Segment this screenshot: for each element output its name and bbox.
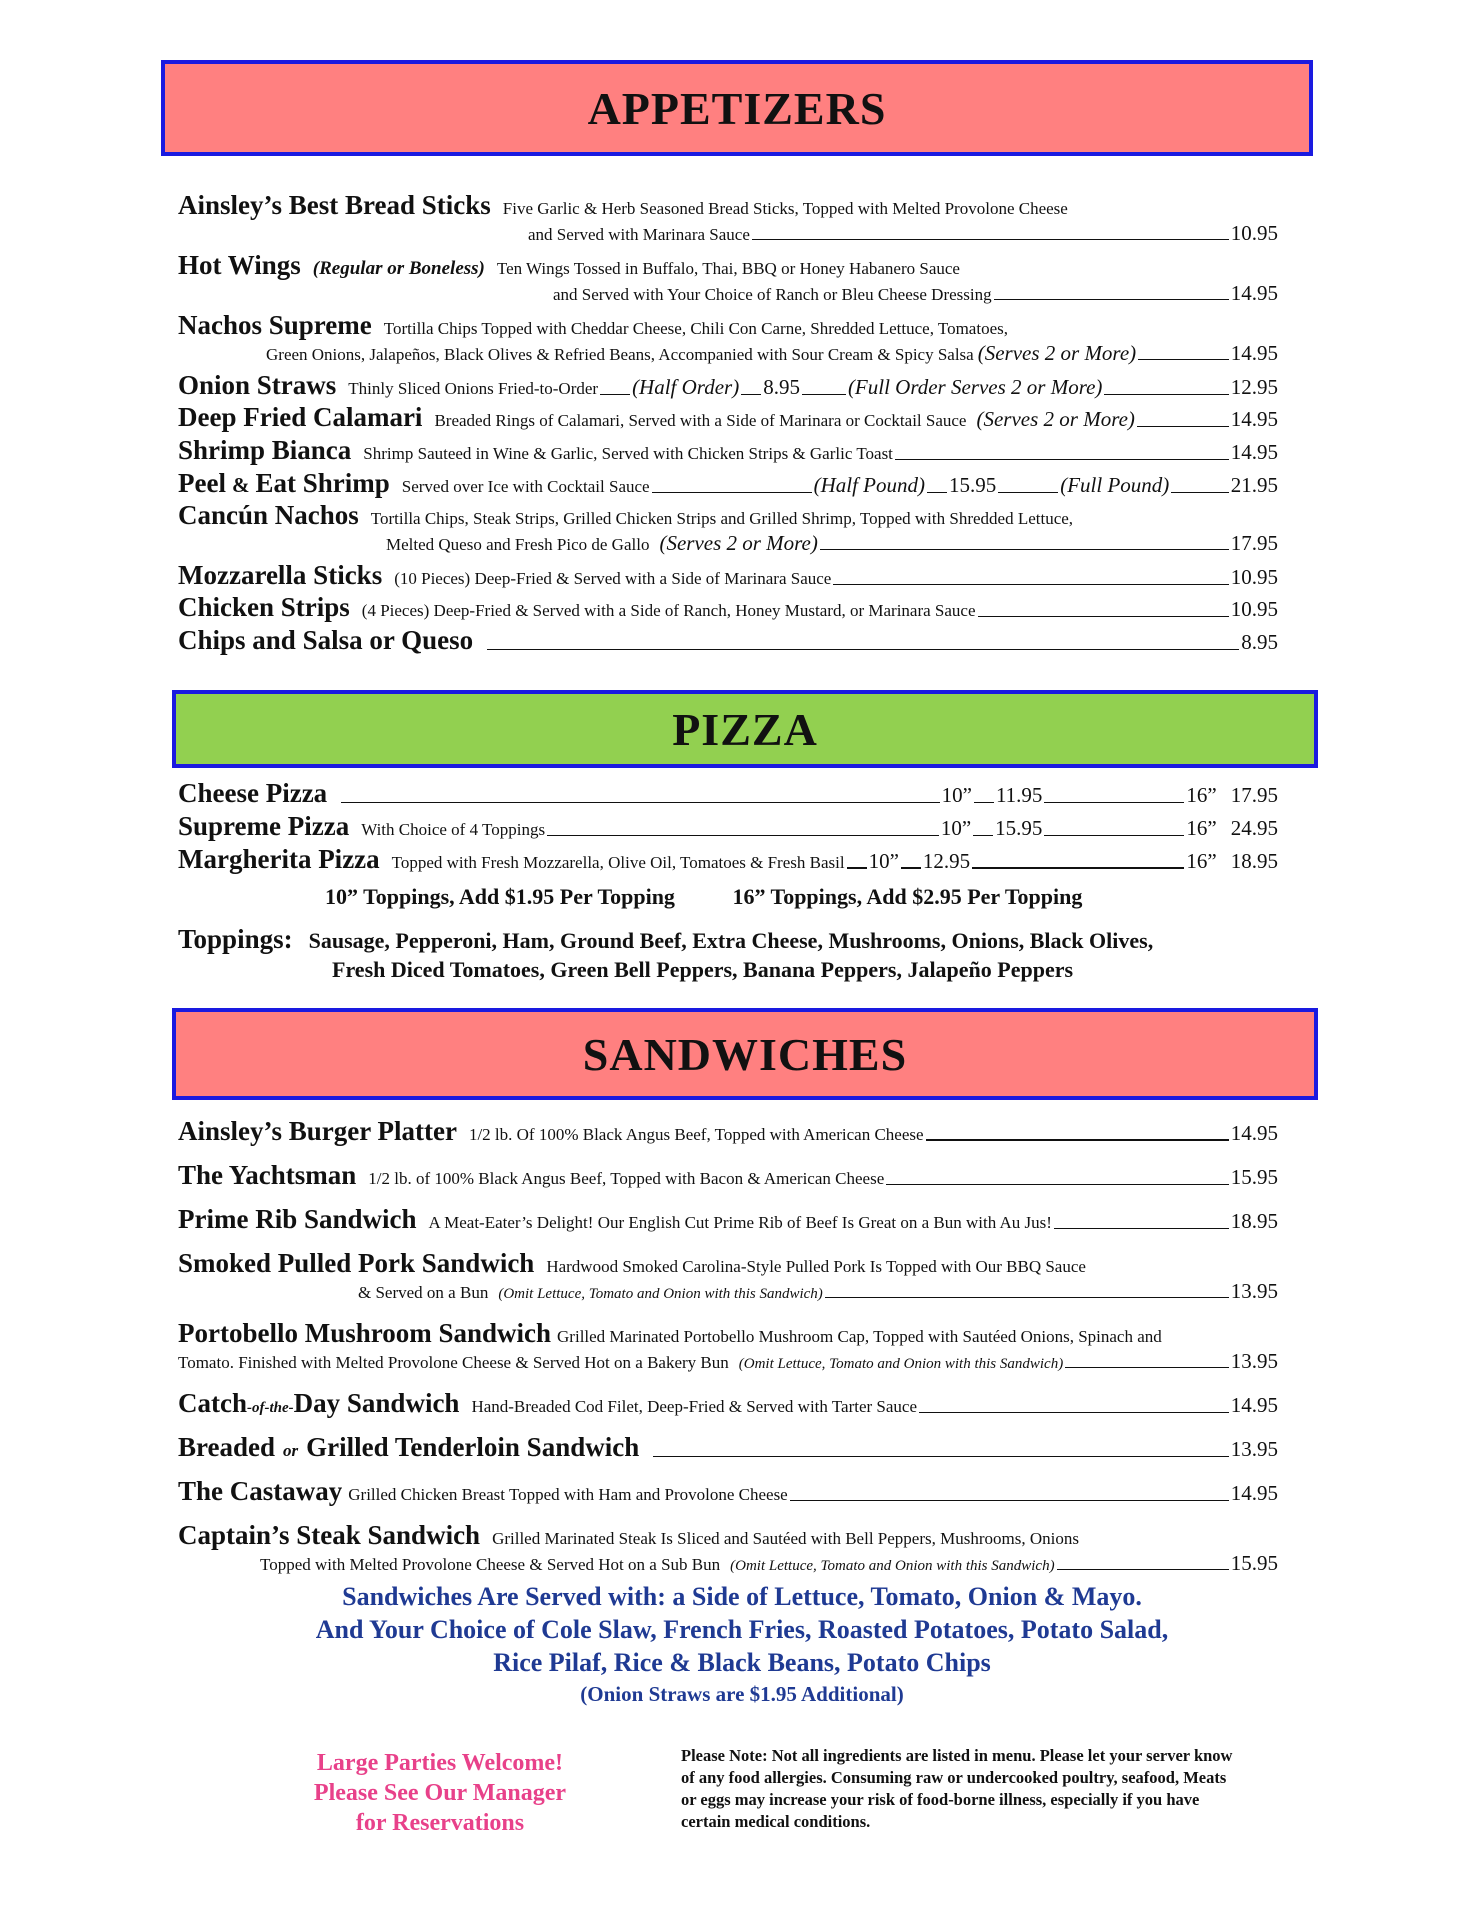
large-parties-line-3: for Reservations: [355, 1810, 525, 1836]
leader-line: [972, 866, 1184, 869]
pizza-item: [178, 811, 1278, 844]
item-desc-2: and Served with Marinara Sauce: [528, 225, 750, 244]
item-price: 17.95: [1230, 531, 1278, 555]
leader-line: [600, 393, 630, 395]
item-desc-2: Topped with Melted Provolone Cheese & Served Hot on a Sub Bun: [260, 1555, 721, 1574]
item-price: 14.95: [1230, 440, 1278, 464]
toppings-label: Toppings:: [178, 924, 293, 954]
item-price: 14.95: [1230, 281, 1278, 305]
item-price: 14.95: [1230, 341, 1278, 365]
item-name: Smoked Pulled Pork Sandwich: [178, 1248, 535, 1278]
item-name: Nachos Supreme: [178, 310, 372, 340]
menu-item: [178, 1160, 1278, 1204]
menu-item: [178, 310, 1278, 370]
item-price: 14.95: [1230, 407, 1278, 431]
leader-line: [825, 1296, 1229, 1298]
item-price: 8.95: [1241, 630, 1278, 654]
large-parties-line-2: Please See Our Manager: [313, 1780, 567, 1806]
leader-line: [487, 648, 1239, 650]
item-desc-2: and Served with Your Choice of Ranch or Bleu Cheese Dressing: [553, 285, 992, 304]
leader-line: [886, 1183, 1229, 1185]
item-name: Peel: [178, 468, 226, 498]
item-desc: 1/2 lb. of 100% Black Angus Beef, Topped with Bacon & American Cheese: [368, 1169, 885, 1188]
toppings-line-2: Fresh Diced Tomatoes, Green Bell Peppers, Banana Peppers, Jalapeño Peppers: [332, 957, 1074, 982]
item-name: Prime Rib Sandwich: [178, 1204, 417, 1234]
leader-line: [1044, 834, 1184, 836]
leader-line: [752, 238, 1229, 240]
menu-item: [178, 370, 1278, 402]
item-price: 12.95: [1230, 375, 1278, 399]
item-price: 14.95: [1230, 1393, 1278, 1417]
item-name: Mozzarella Sticks: [178, 560, 383, 590]
item-desc: Grilled Marinated Portobello Mushroom Cap, Topped with Sautéed Onions, Spinach and: [557, 1327, 1162, 1346]
item-name-mid: or: [283, 1441, 299, 1460]
leader-line: [901, 866, 921, 869]
menu-item: [178, 1204, 1278, 1248]
appetizers-list: [178, 190, 1278, 657]
served-with-line-4: (Onion Straws are $1.95 Additional): [580, 1682, 904, 1706]
toppings-prices: [325, 884, 1082, 910]
item-desc: (10 Pieces) Deep-Fried & Served with a Side of Marinara Sauce: [394, 569, 832, 588]
menu-item: [178, 1520, 1278, 1580]
item-desc: A Meat-Eater’s Delight! Our English Cut Prime Rib of Beef Is Great on a Bun with Au Jus!: [428, 1213, 1052, 1232]
item-desc: Grilled Chicken Breast Topped with Ham and Provolone Cheese: [348, 1485, 788, 1504]
item-name: Ainsley’s Best Bread Sticks: [178, 190, 491, 220]
item-desc: Breaded Rings of Calamari, Served with a Side of Marinara or Cocktail Sauce: [434, 411, 967, 430]
allergy-note: [681, 1745, 1232, 1833]
sandwiches-title: SANDWICHES: [582, 1028, 908, 1080]
appetizers-banner: [161, 60, 1313, 156]
item-desc-2: Tomato. Finished with Melted Provolone Cheese & Served Hot on a Bakery Bun: [178, 1353, 729, 1372]
item-name: Chips and Salsa or Queso: [178, 625, 474, 655]
item-desc: Topped with Fresh Mozzarella, Olive Oil, Tomatoes & Fresh Basil: [391, 853, 845, 872]
allergy-note-line-1: Please Note: Not all ingredients are listed in menu. Please let your server know: [681, 1746, 1233, 1765]
item-name: Onion Straws: [178, 370, 337, 400]
item-desc: Served over Ice with Cocktail Sauce: [401, 477, 650, 496]
size-10: 10”: [868, 849, 899, 873]
sandwiches-banner: [172, 1008, 1318, 1100]
leader-line: [1171, 491, 1228, 493]
full-label: (Full Pound): [1060, 473, 1170, 497]
item-name-2: Grilled Tenderloin Sandwich: [306, 1432, 640, 1462]
item-name: The Castaway: [178, 1476, 343, 1506]
item-price: 13.95: [1230, 1349, 1278, 1373]
toppings-line-1: Sausage, Pepperoni, Ham, Ground Beef, Extra Cheese, Mushrooms, Onions, Black Olives,: [308, 928, 1154, 953]
leader-line: [973, 834, 993, 836]
leader-line: [926, 1138, 1229, 1141]
half-label: (Half Order): [632, 375, 740, 399]
item-name: Ainsley’s Burger Platter: [178, 1116, 457, 1146]
item-name: Captain’s Steak Sandwich: [178, 1520, 481, 1550]
leader-line: [1054, 1227, 1229, 1229]
item-desc: Grilled Marinated Steak Is Sliced and Sautéed with Bell Peppers, Mushrooms, Onions: [492, 1529, 1079, 1548]
served-with-line-1: Sandwiches Are Served with: a Side of Lettuce, Tomato, Onion & Mayo.: [342, 1582, 1142, 1611]
toppings-10-price: 10” Toppings, Add $1.95 Per Topping: [325, 884, 675, 909]
item-name-2: Eat Shrimp: [255, 468, 390, 498]
item-desc: Five Garlic & Herb Seasoned Bread Sticks, Topped with Melted Provolone Cheese: [502, 199, 1068, 218]
leader-line: [1104, 393, 1228, 395]
half-label: (Half Pound): [813, 473, 925, 497]
allergy-note-line-4: certain medical conditions.: [681, 1812, 871, 1831]
menu-item: [178, 250, 1278, 310]
item-tag: (Regular or Boneless): [312, 258, 485, 279]
item-desc: Thinly Sliced Onions Fried-to-Order: [348, 379, 599, 398]
item-price: 18.95: [1230, 1209, 1278, 1233]
pizza-title: PIZZA: [672, 703, 818, 755]
menu-item: [178, 500, 1278, 560]
leader-line: [978, 615, 1229, 617]
item-desc-2: & Served on a Bun: [358, 1283, 489, 1302]
item-name-2: Day Sandwich: [293, 1388, 460, 1418]
item-name: Catch: [178, 1388, 247, 1418]
price-16: 24.95: [1230, 816, 1278, 840]
menu-item: [178, 560, 1278, 592]
menu-item: [178, 1432, 1278, 1476]
item-price: 13.95: [1230, 1279, 1278, 1303]
price-10: 12.95: [922, 849, 971, 873]
half-price: 8.95: [763, 375, 800, 399]
item-name: The Yachtsman: [178, 1160, 357, 1190]
leader-line: [847, 866, 867, 869]
leader-line: [895, 458, 1229, 460]
item-name: Margherita Pizza: [178, 844, 380, 874]
item-desc: Tortilla Chips Topped with Cheddar Cheese, Chili Con Carne, Shredded Lettuce, Tomatoes,: [383, 319, 1008, 338]
item-desc: Tortilla Chips, Steak Strips, Grilled Chicken Strips and Grilled Shrimp, Topped with Shredded Lettuce,: [370, 509, 1074, 528]
item-desc: Shrimp Sauteed in Wine & Garlic, Served with Chicken Strips & Garlic Toast: [363, 444, 893, 463]
leader-line: [802, 393, 846, 395]
item-name: Chicken Strips: [178, 592, 350, 622]
size-16: 16”: [1186, 816, 1217, 840]
leader-line: [1044, 801, 1184, 803]
leader-line: [820, 548, 1229, 550]
item-desc: 1/2 lb. Of 100% Black Angus Beef, Topped with American Cheese: [468, 1125, 924, 1144]
menu-item: [178, 435, 1278, 468]
half-price: 15.95: [948, 473, 997, 497]
menu-item: [178, 592, 1278, 625]
item-note: (Omit Lettuce, Tomato and Onion with this Sandwich): [498, 1286, 823, 1302]
item-name: Cheese Pizza: [178, 778, 328, 808]
leader-line: [1057, 1568, 1229, 1570]
sandwiches-list: [178, 1116, 1278, 1580]
size-10: 10”: [940, 816, 972, 840]
leader-line: [1137, 425, 1229, 427]
leader-line: [653, 1455, 1229, 1457]
item-note: (Serves 2 or More): [976, 407, 1135, 431]
item-price: 14.95: [1230, 1121, 1278, 1145]
item-price: 15.95: [1230, 1165, 1278, 1189]
item-price: 15.95: [1230, 1551, 1278, 1575]
price-10: 11.95: [995, 783, 1043, 807]
menu-item: [178, 1388, 1278, 1432]
item-name: Deep Fried Calamari: [178, 402, 423, 432]
large-parties: [290, 1748, 590, 1838]
allergy-note-line-3: or eggs may increase your risk of food-borne illness, especially if you have: [681, 1790, 1200, 1809]
leader-line: [341, 801, 939, 803]
menu-item: [178, 468, 1278, 500]
pizza-item: [178, 778, 1278, 811]
menu-item: [178, 625, 1278, 657]
leader-line: [833, 583, 1228, 585]
allergy-note-line-2: of any food allergies. Consuming raw or undercooked poultry, seafood, Meats: [681, 1768, 1227, 1787]
menu-item: [178, 1318, 1278, 1388]
leader-line: [1138, 358, 1229, 360]
item-price: 13.95: [1230, 1437, 1278, 1461]
item-price: 14.95: [1230, 1481, 1278, 1505]
item-desc: Hardwood Smoked Carolina-Style Pulled Pork Is Topped with Our BBQ Sauce: [546, 1257, 1086, 1276]
item-desc-2: Green Onions, Jalapeños, Black Olives & Refried Beans, Accompanied with Sour Cream & Spicy Salsa: [266, 345, 974, 364]
item-desc: (4 Pieces) Deep-Fried & Served with a Side of Ranch, Honey Mustard, or Marinara Sauce: [361, 601, 976, 620]
menu-item: [178, 190, 1278, 250]
served-with-line-3: Rice Pilaf, Rice & Black Beans, Potato Chips: [493, 1648, 991, 1677]
leader-line: [994, 298, 1229, 300]
size-10: 10”: [941, 783, 972, 807]
item-price: 10.95: [1230, 597, 1278, 621]
appetizers-title: APPETIZERS: [587, 82, 887, 134]
item-note: (Omit Lettuce, Tomato and Onion with this Sandwich): [738, 1356, 1064, 1372]
toppings-block: [178, 924, 1153, 983]
leader-line: [919, 1411, 1229, 1413]
large-parties-line-1: Large Parties Welcome!: [316, 1750, 564, 1776]
price-16: 17.95: [1230, 783, 1278, 807]
pizza-banner: [172, 690, 1318, 768]
leader-line: [1065, 1366, 1229, 1368]
size-16: 16”: [1186, 849, 1217, 873]
leader-line: [547, 834, 939, 836]
pizza-item: [178, 844, 1278, 880]
item-name: Shrimp Bianca: [178, 435, 352, 465]
item-name-amp: &: [231, 473, 250, 497]
menu-item: [178, 1116, 1278, 1160]
leader-line: [790, 1499, 1229, 1501]
item-name: Portobello Mushroom Sandwich: [178, 1318, 552, 1348]
item-note: (Omit Lettuce, Tomato and Onion with this Sandwich): [730, 1558, 1055, 1574]
leader-line: [652, 491, 812, 493]
item-desc: Ten Wings Tossed in Buffalo, Thai, BBQ or Honey Habanero Sauce: [496, 259, 960, 278]
menu-item: [178, 1248, 1278, 1318]
leader-line: [998, 491, 1058, 493]
pizza-list: [178, 778, 1278, 880]
toppings-16-price: 16” Toppings, Add $2.95 Per Topping: [732, 884, 1083, 909]
leader-line: [927, 491, 947, 493]
menu-item: [178, 402, 1278, 435]
item-desc: With Choice of 4 Toppings: [361, 820, 546, 839]
item-desc-2: Melted Queso and Fresh Pico de Gallo: [386, 535, 650, 554]
item-note: (Serves 2 or More): [977, 341, 1137, 365]
served-with-line-2: And Your Choice of Cole Slaw, French Fries, Roasted Potatoes, Potato Salad,: [315, 1615, 1169, 1644]
item-price: 21.95: [1230, 473, 1278, 497]
item-name: Breaded: [178, 1432, 276, 1462]
full-label: (Full Order Serves 2 or More): [847, 375, 1103, 399]
item-price: 10.95: [1230, 221, 1278, 245]
item-desc: Hand-Breaded Cod Filet, Deep-Fried & Served with Tarter Sauce: [471, 1397, 918, 1416]
size-16: 16”: [1186, 783, 1217, 807]
menu-item: [178, 1476, 1278, 1520]
item-name: Hot Wings: [178, 250, 301, 280]
leader-line: [741, 393, 761, 395]
price-16: 18.95: [1230, 849, 1278, 873]
price-10: 15.95: [995, 816, 1043, 840]
item-name: Cancún Nachos: [178, 500, 359, 530]
leader-line: [974, 801, 994, 803]
item-name-mid: -of-the-: [247, 1400, 294, 1416]
item-price: 10.95: [1230, 565, 1278, 589]
item-note: (Serves 2 or More): [659, 531, 818, 555]
item-name: Supreme Pizza: [178, 811, 350, 841]
